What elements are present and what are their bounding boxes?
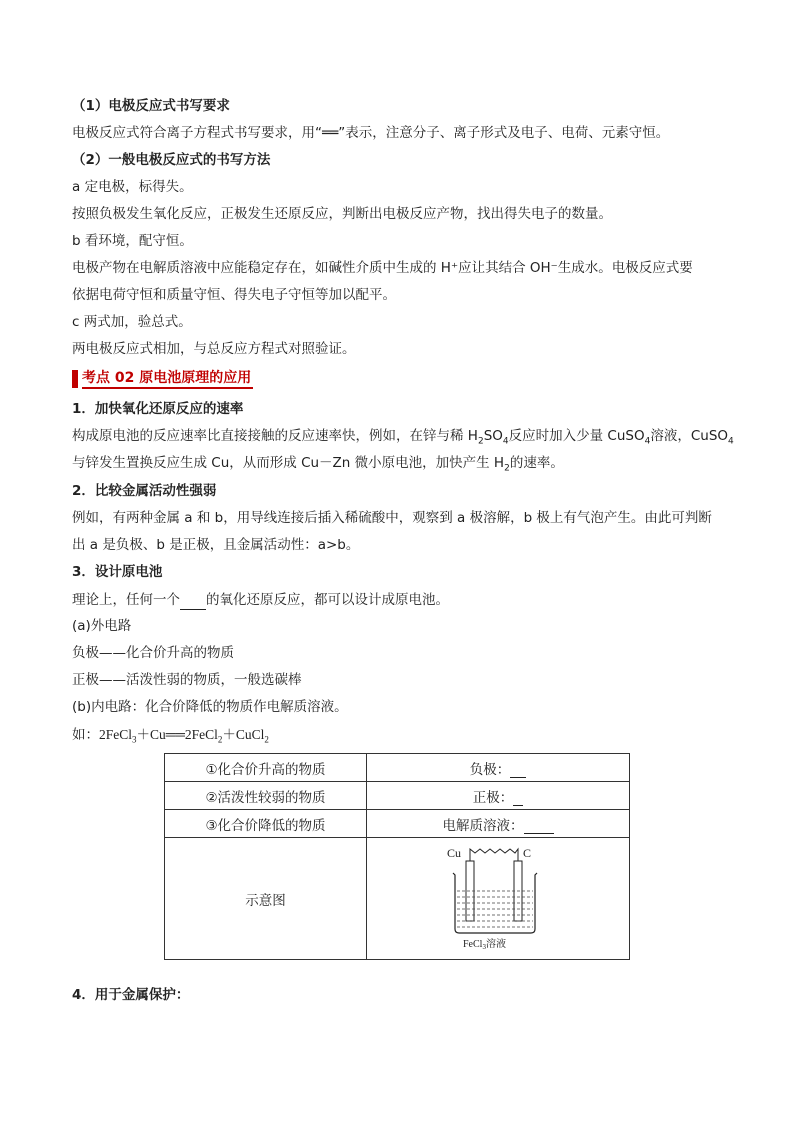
topic-1-title: 1．加快氧化还原反应的速率	[72, 401, 244, 417]
topic-2-title: 2．比较金属活动性强弱	[72, 483, 217, 499]
fill-blank[interactable]	[524, 817, 554, 834]
internal-circuit: (b)内电路：化合价降低的物质作电解质溶液。	[72, 699, 348, 715]
table-row	[165, 782, 630, 810]
subheading-electrode-requirements: （1）电极反应式书写要求	[72, 98, 230, 114]
positive-electrode: 正极——活泼性弱的物质，一般选碳棒	[72, 672, 302, 688]
table-cell-value	[367, 810, 630, 838]
topic-1-line2	[72, 453, 564, 479]
subscript: 2	[264, 734, 269, 745]
table-cell-label: ③化合价降低的物质	[165, 810, 367, 838]
table-row	[165, 754, 630, 782]
topic-4-title: 4．用于金属保护：	[72, 987, 190, 1003]
section-heading-02	[72, 368, 253, 390]
text-run: ＋Cu══2FeCl	[136, 727, 218, 742]
topic-3-title: 3．设计原电池	[72, 564, 163, 580]
table-cell-value	[367, 782, 630, 810]
design-table	[164, 753, 630, 960]
step-a-text: 按照负极发生氧化反应，正极发生还原反应，判断出电极反应产物，找出得失电子的数量。	[72, 206, 612, 222]
subscript: 3	[132, 734, 137, 745]
heading-accent-bar	[72, 370, 78, 388]
table-cell-label: 示意图	[165, 838, 367, 960]
text-run: 如：2FeCl	[72, 727, 133, 742]
fill-blank[interactable]	[180, 589, 206, 610]
paragraph-requirements: 电极反应式符合离子方程式书写要求，用“══”表示，注意分子、离子形式及电子、电荷、元素守恒。	[72, 125, 670, 141]
example-equation	[72, 725, 269, 750]
table-cell-label: ②活泼性较弱的物质	[165, 782, 367, 810]
galvanic-cell-diagram	[443, 841, 553, 953]
text-run: ＋CuCl	[222, 727, 265, 742]
text-run: 反应时加入少量 CuSO	[508, 428, 645, 444]
subheading-writing-method: （2）一般电极反应式的书写方法	[72, 152, 271, 168]
fill-blank[interactable]	[513, 789, 523, 806]
table-cell-value	[367, 754, 630, 782]
topic-2-line2: 出 a 是负极、b 是正极，且金属活动性：a>b。	[72, 537, 360, 553]
topic-1-line1	[72, 426, 734, 452]
heading-text: 考点 02 原电池原理的应用	[82, 369, 253, 389]
subscript: 4	[728, 436, 734, 447]
diagram-cell	[367, 838, 630, 960]
external-circuit: (a)外电路	[72, 618, 132, 634]
text-run: 的速率。	[509, 455, 564, 471]
step-b-text-line2: 依据电荷守恒和质量守恒、得失电子守恒等加以配平。	[72, 287, 396, 303]
wire	[470, 849, 518, 861]
step-a-title: a 定电极，标得失。	[72, 179, 193, 195]
c-label: C	[523, 845, 532, 860]
text-run: 溶液，CuSO	[650, 428, 729, 444]
step-b-title: b 看环境，配守恒。	[72, 233, 193, 249]
fill-blank[interactable]	[510, 761, 526, 778]
table-row	[165, 810, 630, 838]
subscript: 2	[504, 463, 510, 474]
subscript: 2	[477, 436, 484, 447]
topic-2-line1: 例如，有两种金属 a 和 b，用导线连接后插入稀硫酸中，观察到 a 极溶解，b 极上有气泡产生。由此可判断	[72, 510, 712, 526]
table-cell-label: ①化合价升高的物质	[165, 754, 367, 782]
text-run: 的氧化还原反应，都可以设计成原电池。	[206, 592, 449, 608]
caption-formula: FeCl$_3$溶液	[463, 938, 506, 951]
text-run: 构成原电池的反应速率比直接接触的反应速率快，例如，在锌与稀 H	[72, 428, 478, 444]
subscript: 2	[217, 734, 223, 745]
cell-text: 电解质溶液：	[442, 817, 524, 834]
text-run: 与锌发生置换反应生成 Cu，从而形成 Cu－Zn 微小原电池，加快产生 H	[72, 455, 505, 471]
step-b-text-line1: 电极产物在电解质溶液中应能稳定存在，如碱性介质中生成的 H⁺应让其结合 OH⁻生成水。电极反应式要	[72, 260, 693, 276]
cell-text: 负极：	[469, 761, 511, 778]
cu-label: Cu	[447, 845, 462, 860]
text-run: 理论上，任何一个	[72, 592, 180, 608]
table-row	[165, 838, 630, 960]
step-c-text: 两电极反应式相加，与总反应方程式对照验证。	[72, 341, 356, 357]
cell-text: 正极：	[472, 789, 514, 806]
subscript: 4	[644, 436, 651, 447]
step-c-title: c 两式加，验总式。	[72, 314, 192, 330]
topic-3-line	[72, 589, 449, 610]
negative-electrode: 负极——化合价升高的物质	[72, 645, 234, 661]
subscript: 4	[502, 436, 509, 447]
text-run: SO	[483, 428, 503, 444]
